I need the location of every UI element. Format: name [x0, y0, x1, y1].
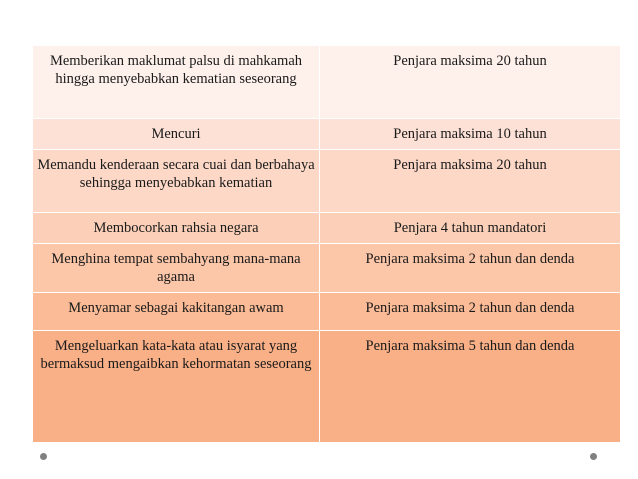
- penalty-cell: Penjara maksima 20 tahun: [320, 150, 621, 213]
- offense-cell: Membocorkan rahsia negara: [33, 213, 320, 244]
- offense-penalty-table: [32, 45, 621, 443]
- offense-cell: Mengeluarkan kata-kata atau isyarat yang bermaksud mengaibkan kehormatan seseorang: [33, 331, 320, 443]
- penalty-cell: Penjara maksima 10 tahun: [320, 119, 621, 150]
- offense-cell: Menyamar sebagai kakitangan awam: [33, 293, 320, 331]
- table-row: [33, 244, 621, 293]
- table-row: [33, 150, 621, 213]
- table-row: [33, 331, 621, 443]
- table-row: [33, 46, 621, 119]
- offense-cell: Memandu kenderaan secara cuai dan berbahaya sehingga menyebabkan kematian: [33, 150, 320, 213]
- penalty-cell: Penjara 4 tahun mandatori: [320, 213, 621, 244]
- bullet-dot-icon: [590, 453, 597, 460]
- table-row: [33, 213, 621, 244]
- bullet-dot-icon: [40, 453, 47, 460]
- penalty-cell: Penjara maksima 5 tahun dan denda: [320, 331, 621, 443]
- offense-cell: Menghina tempat sembahyang mana-mana agama: [33, 244, 320, 293]
- penalty-cell: Penjara maksima 2 tahun dan denda: [320, 244, 621, 293]
- table-row: [33, 293, 621, 331]
- offense-cell: Mencuri: [33, 119, 320, 150]
- penalty-cell: Penjara maksima 2 tahun dan denda: [320, 293, 621, 331]
- penalty-cell: Penjara maksima 20 tahun: [320, 46, 621, 119]
- table-row: [33, 119, 621, 150]
- offense-cell: Memberikan maklumat palsu di mahkamah hingga menyebabkan kematian seseorang: [33, 46, 320, 119]
